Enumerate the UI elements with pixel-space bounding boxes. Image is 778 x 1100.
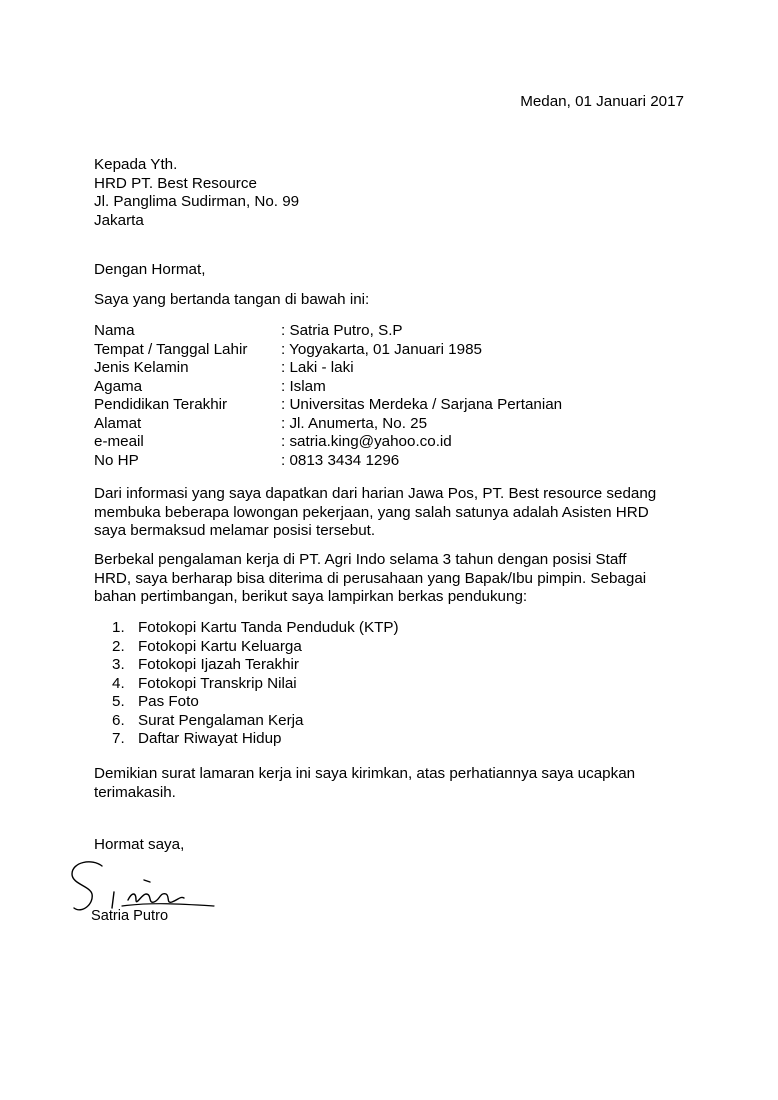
list-number: 3. [112,656,125,673]
closing-salutation: Hormat saya, [94,836,185,853]
paragraph-line: bahan pertimbangan, berikut saya lampirkan berkas pendukung: [94,588,528,605]
list-item [112,730,399,749]
detail-label: Jenis Kelamin [94,359,189,376]
list-text: Daftar Riwayat Hidup [138,730,282,747]
list-text: Surat Pengalaman Kerja [138,711,304,729]
recipient-line: Kepada Yth. [94,156,178,173]
list-number: 6. [112,711,125,729]
list-number: 5. [112,693,125,710]
date-line: Medan, 01 Januari 2017 [520,93,684,110]
paragraph-line: saya bermaksud melamar posisi tersebut. [94,522,376,539]
detail-label: e-meail [94,433,144,450]
list-text: Fotokopi Transkrip Nilai [138,674,297,692]
list-item [112,675,399,694]
paragraph-closing [94,765,694,802]
detail-label: Nama [94,322,135,339]
attachment-list [112,619,399,749]
recipient-line: Jakarta [94,211,144,229]
detail-row [94,452,562,471]
detail-value: : Yogyakarta, 01 Januari 1985 [281,340,482,358]
list-number: 4. [112,674,125,692]
detail-row [94,378,562,397]
detail-value: : satria.king@yahoo.co.id [281,433,452,450]
list-number: 7. [112,730,125,747]
paragraph-line: terimakasih. [94,783,176,801]
detail-label: Agama [94,377,143,395]
paragraph-experience [94,551,694,607]
detail-value: : Islam [281,377,326,395]
paragraph-line: Demikian surat lamaran kerja ini saya kirimkan, atas perhatiannya saya ucapkan [94,765,636,782]
list-text: Fotokopi Ijazah Terakhir [138,656,299,673]
paragraph-line: membuka beberapa lowongan pekerjaan, yang salah satunya adalah Asisten HRD [94,503,649,521]
detail-value: : 0813 3434 1296 [281,451,400,469]
detail-value: : Satria Putro, S.P [281,322,403,339]
recipient-line: Jl. Panglima Sudirman, No. 99 [94,193,300,210]
list-item [112,712,399,731]
detail-label: No HP [94,451,139,469]
list-text: Fotokopi Kartu Keluarga [138,637,302,655]
signer-name: Satria Putro [91,908,169,924]
paragraph-job-source [94,485,694,541]
detail-row [94,359,562,378]
detail-label: Pendidikan Terakhir [94,396,228,413]
detail-row [94,322,562,341]
list-number: 2. [112,637,125,655]
list-item [112,656,399,675]
list-item [112,638,399,657]
detail-value: : Universitas Merdeka / Sarjana Pertanian [281,396,563,413]
paragraph-line: Berbekal pengalaman kerja di PT. Agri Indo selama 3 tahun dengan posisi Staff [94,551,627,568]
detail-label: Alamat [94,414,142,432]
list-item [112,619,399,638]
greeting: Dengan Hormat, [94,261,206,278]
detail-label: Tempat / Tanggal Lahir [94,340,248,358]
paragraph-line: Dari informasi yang saya dapatkan dari harian Jawa Pos, PT. Best resource sedang [94,485,657,502]
detail-row [94,415,562,434]
list-number: 1. [112,619,125,636]
recipient-line: HRD PT. Best Resource [94,174,257,192]
list-text: Fotokopi Kartu Tanda Penduduk (KTP) [138,619,399,636]
personal-details [94,322,562,470]
list-item [112,693,399,712]
list-text: Pas Foto [138,693,199,710]
paragraph-line: HRD, saya berharap bisa diterima di perusahaan yang Bapak/Ibu pimpin. Sebagai [94,569,647,587]
intro-line: Saya yang bertanda tangan di bawah ini: [94,291,370,308]
detail-row [94,433,562,452]
detail-row [94,396,562,415]
detail-value: : Jl. Anumerta, No. 25 [281,414,428,432]
detail-value: : Laki - laki [281,359,354,376]
detail-row [94,341,562,360]
recipient-block [94,156,299,230]
